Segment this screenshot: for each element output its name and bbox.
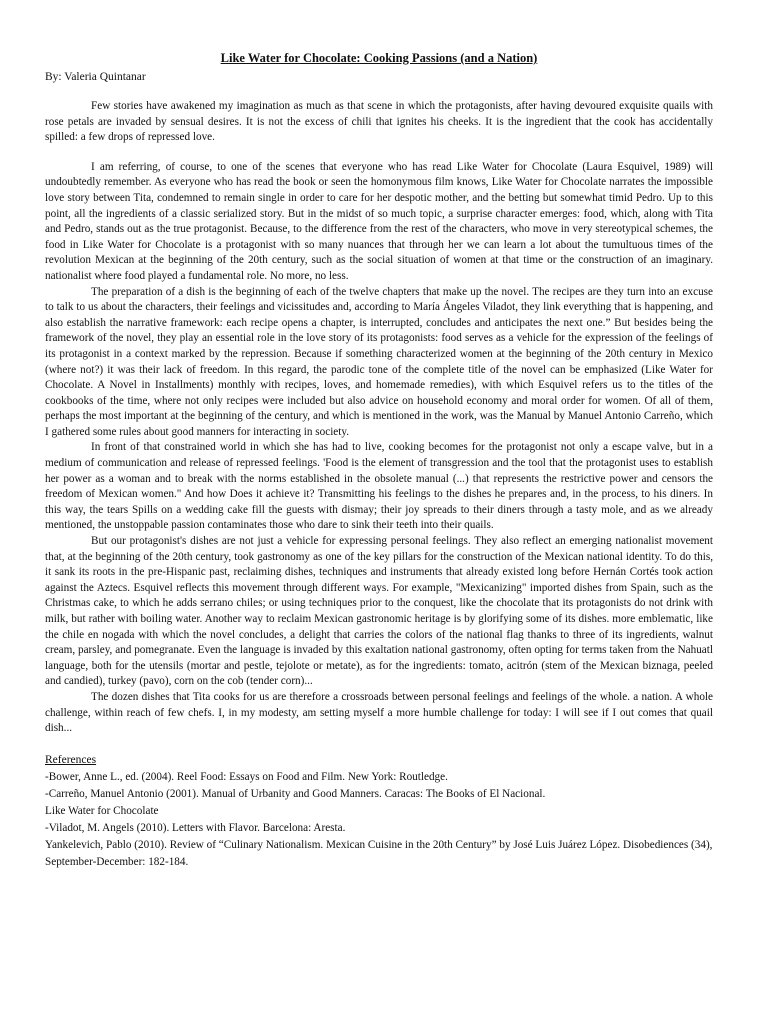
paragraph-conclusion: The dozen dishes that Tita cooks for us are therefore a crossroads between personal feelings and feelings of the whole. a nation. A whole challenge, within reach of few chefs. I, in my modesty, am setting myself a more humble challenge for today: I will see if I out comes that quail dish... bbox=[45, 690, 713, 735]
document-page bbox=[45, 50, 713, 871]
paragraph-nationalism: But our protagonist's dishes are not just a vehicle for expressing personal feelings. They also reflect an emerging nationalist movement that, at the beginning of the 20th century, took gastronomy as one of the key pillars for the construction of the Mexican national identity. To do this, it sank its roots in the pre-Hispanic past, reclaiming dishes, techniques and instruments that already existed long before Hernán Cortés took action against the Aztecs. Esquivel reflects this movement through different ways. For example, "Mexicanizing" imported dishes from Spain, such as the Christmas cake, to which he adds serrano chiles; or using techniques prior to the conquest, like the chocolate that its protagonists do not drink with milk, but rather with boiling water. Another way to reclaim Mexican gastronomic heritage is by glorifying some of its dishes. more emblematic, like the chile en nogada with which the novel concludes, a delight that carries the colors of the national flag thanks to three of its ingredients, walnut cream, parsley, and pomegranate. Even the language is invaded by this exaltation national gastronomy, often opting for terms taken from the Nahuatl language, both for the utensils (mortar and pestle, tejolote or metate), as for the ingredients: tomato, acitrón (stem of the Mexican biznaga, peeled and candied), turkey (pavo), corn on the cob (tender corn)... bbox=[45, 535, 713, 688]
references-heading: References bbox=[45, 753, 97, 766]
paragraph-context: I am referring, of course, to one of the scenes that everyone who has read Like Water for Chocolate (Laura Esquivel, 1989) will undoubtedly remember. As everyone who has read the book or seen the homonymous film knows, Like Water for Chocolate narrates the impossible love story between Tita, condemned to remain single in order to care for her despotic mother, and the betting but somewhat timid Pedro. Up to this point, all the ingredients of a classic serialized story. But in the midst of so much topic, a surprise character emerges: food, which, along with Tita and Pedro, stands out as the true protagonist. Because, to the difference from the rest of the characters, who move in very stereotypical schemes, the food in Like Water for Chocolate is a protagonist with so many nuances that through her we can learn a lot about the tumultuous times of the revolution Mexican at the beginning of the 20th century, such as the social situation of women at that time or the construction of an imaginary. nationalist where food played a fundamental role. No more, no less. bbox=[45, 160, 713, 282]
paragraph-cooking-escape: In front of that constrained world in which she has had to live, cooking becomes for the protagonist not only a escape valve, but in a medium of communication and release of repressed feelings. 'Food is the element of transgression and the tool that the protagonist uses to establish her power as a woman and to break with the norms established in the obsolete manual (...) that represents the restrictive power and censors the freedom of Mexican women." And how Does it achieve it? Transmitting his feelings to the dishes he prepares and, in the process, to his diners. In this way, the tears Spills on a wedding cake fill the guests with dismay; their joy spreads to their diners through a tasty mole, and as we already mentioned, the unstoppable passion contaminates those who dare to sink their teeth into their quails. bbox=[45, 441, 713, 532]
reference-item: -Carreño, Manuel Antonio (2001). Manual of Urbanity and Good Manners. Caracas: The Books of El Nacional. bbox=[45, 787, 546, 800]
reference-item: Yankelevich, Pablo (2010). Review of “Culinary Nationalism. Mexican Cuisine in the 20th Century” by José Luis Juárez López. Disobediences (34), September-December: 182-184. bbox=[45, 838, 713, 868]
paragraph-intro: Few stories have awakened my imagination as much as that scene in which the protagonists, after having devoured exquisite quails with rose petals are invaded by sensual desires. It is not the excess of chili that ignites his cheeks. It is the ingredient that the cook has accidentally spilled: a few drops of repressed love. bbox=[45, 100, 713, 144]
reference-item: -Viladot, M. Angels (2010). Letters with Flavor. Barcelona: Aresta. bbox=[45, 821, 346, 834]
paragraph-recipes: The preparation of a dish is the beginning of each of the twelve chapters that make up the novel. The recipes are they turn into an excuse to talk to us about the characters, their feelings and vicissitudes and, according to María Ángeles Viladot, they link everything that is happening, and also establish the narrative framework: each recipe opens a chapter, is interrupted, concludes and anticipates the next one.” But besides being the framework of the novel, they play an essential role in the love story of its protagonists: food serves as a vehicle for the expression of the feelings of its protagonist in a context marked by the repression. Because if something characterized women at the beginning of the 20th century in Mexico (where not?) it was their lack of freedom. In this regard, the parodic tone of the complete title of the novel can be emphasized (Like Water for Chocolate. A Novel in Installments) monthly with recipes, loves, and homemade remedies), with which Esquivel refers us to the titles of the cookbooks of the time, where not only recipes were included but also advice on household economy and moral order for women. Of all of them, perhaps the most important at the beginning of the century, and which is mentioned in the work, was the Manual by Manuel Antonio Carreño, which I gathered some rules about good manners for interacting in society. bbox=[45, 285, 713, 438]
document-title: Like Water for Chocolate: Cooking Passions (and a Nation) bbox=[220, 51, 538, 65]
author-byline: By: Valeria Quintanar bbox=[45, 71, 146, 83]
reference-item: Like Water for Chocolate bbox=[45, 804, 159, 817]
reference-item: -Bower, Anne L., ed. (2004). Reel Food: Essays on Food and Film. New York: Routledge. bbox=[45, 770, 448, 783]
